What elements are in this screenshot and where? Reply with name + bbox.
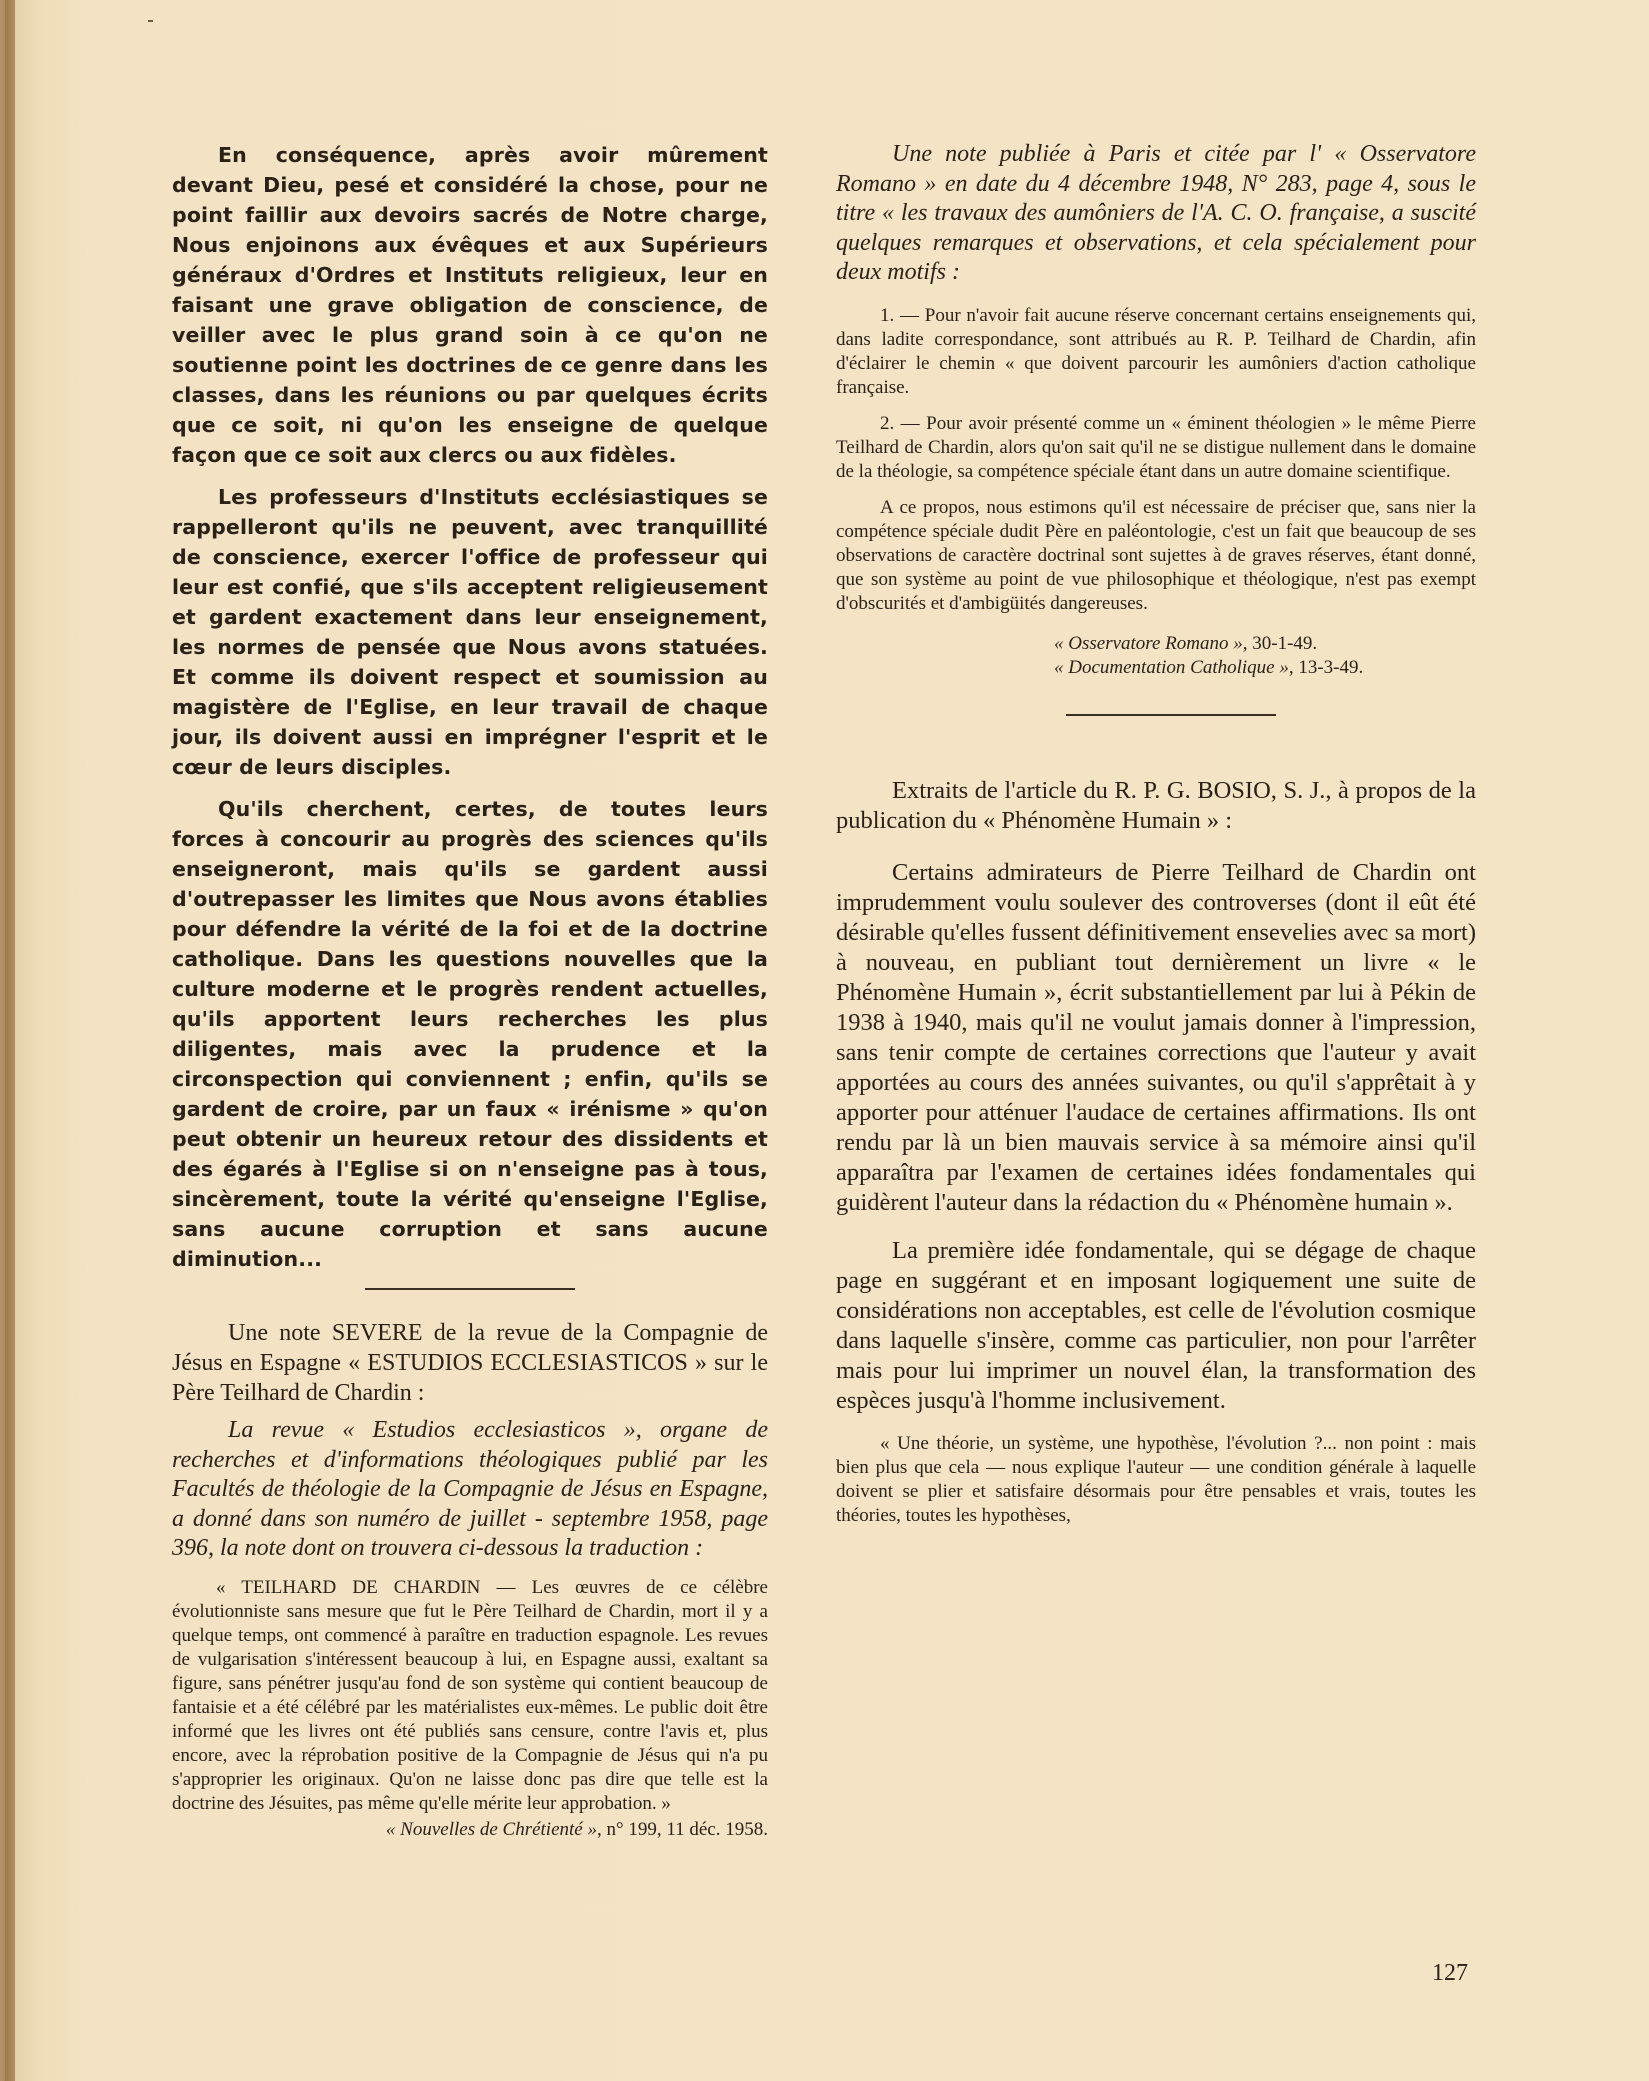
bosio-paragraph: La première idée fondamentale, qui se dégage de chaque page en suggérant et en imposant logiquement une suite de considérations non acceptables, est celle de l'évolution cosmique dans laquelle s'insère, comme cas particulier, non pour l'arrêter mais pour lui imprimer un nouvel élan, la transformation des espèces jusqu'à l'homme inclusivement. — [836, 1236, 1476, 1414]
page-number: 127 — [1432, 1960, 1468, 1986]
estudios-italic-note: La revue « Estudios ecclesiasticos », organe de recherches et d'informations théologiques publié par les Facultés de théologie de la Compagnie de Jésus en Espagne, a donné dans son numéro de juillet - septembre 1958, page 396, la note dont on trouvera ci-dessous la traduction : — [172, 1417, 768, 1561]
citation-details: , 13-3-49. — [1288, 656, 1364, 678]
citation-osservatore — [1054, 632, 1476, 656]
citation-details: , 30-1-49. — [1242, 632, 1318, 654]
motif-commentary: A ce propos, nous estimons qu'il est nécessaire de préciser que, sans nier la compétence spéciale dudit Père en paléontologie, c'est un fait que beaucoup de ses observations de caractère doctrinal sont sujettes à de graves réserves, étant donné, que son système au point de vue philosophique et théologique, n'est pas exempt d'obscurités et d'ambigüités dangereuses. — [836, 496, 1476, 614]
citation-block — [836, 632, 1476, 680]
section-divider — [365, 1288, 575, 1290]
estudios-intro: Une note SEVERE de la revue de la Compagnie de Jésus en Espagne « ESTUDIOS ECCLESIASTICOS » sur le Père Teilhard de Chardin : — [172, 1320, 768, 1406]
osservatore-italic-note: Une note publiée à Paris et citée par l' « Osservatore Romano » en date du 4 décembre 1948, N° 283, page 4, sous le titre « les travaux des aumôniers de l'A. C. O. française, a suscité quelques remarques et observations, et cela spécialement pour deux motifs : — [836, 141, 1476, 285]
estudios-quote: « TEILHARD DE CHARDIN — Les œuvres de ce célèbre évolutionniste sans mesure que fut le Père Teilhard de Chardin, mort il y a quelque temps, ont commencé à paraître en traduction espagnole. Les revues de vulgarisation s'intéressent beaucoup à lui, en Espagne aussi, exaltant sa figure, sans pénétrer jusqu'au fond de son système qui contient beaucoup de fantaisie et a été célébré par les matérialistes eux-mêmes. Le public doit être informé que les livres ont été publiés sans censure, contre l'avis et, plus encore, avec la réprobation positive de la Compagnie de Jésus qui n'a pu s'approprier les originaux. Qu'on ne laisse donc pas dire que telle est la doctrine des Jésuites, pas même qu'elle mérite leur approbation. » — [172, 1576, 768, 1814]
section-divider — [1066, 714, 1276, 716]
encyclical-paragraph: Qu'ils cherchent, certes, de toutes leurs forces à concourir au progrès des sciences qu'ils enseigneront, mais qu'ils se gardent aussi d'outrepasser les limites que Nous avons établies pour défendre la vérité de la foi et de la doctrine catholique. Dans les questions nouvelles que la culture moderne et le progrès rendent actuelles, qu'ils apportent leurs recherches les plus diligentes, mais avec la prudence et la circonspection qui conviennent ; enfin, qu'ils se gardent de croire, par un faux « irénisme » qu'on peut obtenir un heureux retour des dissidents et des égarés à l'Eglise si on n'enseigne pas à tous, sincèrement, toute la vérité qu'enseigne l'Eglise, sans aucune corruption et sans aucune diminution... — [172, 797, 768, 1271]
citation-title: « Documentation Catholique » — [1054, 656, 1289, 678]
motif-item: 1. — Pour n'avoir fait aucune réserve concernant certains enseignements qui, dans ladite correspondance, sont attribués au R. P. Teilhard de Chardin, afin d'éclairer le chemin « que doivent parcourir les aumôniers d'action catholique française. — [836, 304, 1476, 398]
bosio-paragraph: Certains admirateurs de Pierre Teilhard de Chardin ont imprudemment voulu soulever des controverses (dont il eût été désirable qu'elles fussent définitivement ensevelies avec sa mort) à nouveau, en publiant tout dernièrement un livre « le Phénomène Humain », écrit substantiellement par lui à Pékin de 1938 à 1940, mais qu'il ne voulut jamais donner à l'impression, sans tenir compte de certaines corrections que l'auteur y avait apportées au cours des années suivantes, ou qu'il s'apprêtait à y apporter pour atténuer l'audace de certaines affirmations. Ils ont rendu par là un bien mauvais service à sa mémoire ainsi qu'il apparaîtra par l'examen de certaines idées fondamentales qui guidèrent l'auteur dans la rédaction du « Phénomène humain ». — [836, 858, 1476, 1216]
citation-documentation — [1054, 656, 1476, 680]
encyclical-paragraph: Les professeurs d'Instituts ecclésiastiques se rappelleront qu'ils ne peuvent, avec tranquillité de conscience, exercer l'office de professeur qui leur est confié, que s'ils acceptent religieusement et gardent exactement dans leur enseignement, les normes de pensée que Nous avons statuées. Et comme ils doivent respect et soumission au magistère de l'Eglise, en leur travail de chaque jour, ils doivent aussi en imprégner l'esprit et le cœur de leurs disciples. — [172, 485, 768, 779]
print-speck — [148, 20, 153, 22]
citation-details: , n° 199, 11 déc. 1958. — [596, 1818, 768, 1840]
bosio-quote: « Une théorie, un système, une hypothèse, l'évolution ?... non point : mais bien plus que cela — nous explique l'auteur — une condition générale à laquelle doivent se plier et satisfaire désormais pour être pensables et vrais, toutes les théories, toutes les hypothèses, — [836, 1432, 1476, 1526]
bosio-intro: Extraits de l'article du R. P. G. BOSIO, S. J., à propos de la publication du « Phénomène Humain » : — [836, 776, 1476, 834]
citation-nouvelles — [172, 1818, 768, 1842]
left-column — [172, 140, 768, 1842]
citation-title: « Nouvelles de Chrétienté » — [385, 1818, 597, 1840]
binding-spine — [5, 0, 15, 2081]
right-column — [836, 140, 1476, 1540]
citation-title: « Osservatore Romano » — [1054, 632, 1243, 654]
motif-item: 2. — Pour avoir présenté comme un « éminent théologien » le même Pierre Teilhard de Chardin, alors qu'on sait qu'il ne se distigue nullement dans le domaine de la théologie, sa compétence spéciale étant dans un autre domaine scientifique. — [836, 412, 1476, 482]
encyclical-paragraph: En conséquence, après avoir mûrement devant Dieu, pesé et considéré la chose, pour ne point faillir aux devoirs sacrés de Notre charge, Nous enjoinons aux évêques et aux Supérieurs généraux d'Ordres et Instituts religieux, leur en faisant une grave obligation de conscience, de veiller avec le plus grand soin à ce qu'on ne soutienne point les doctrines de ce genre dans les classes, dans les réunions ou par quelques écrits que ce soit, ni qu'on les enseigne de quelque façon que ce soit aux clercs ou aux fidèles. — [172, 143, 768, 467]
